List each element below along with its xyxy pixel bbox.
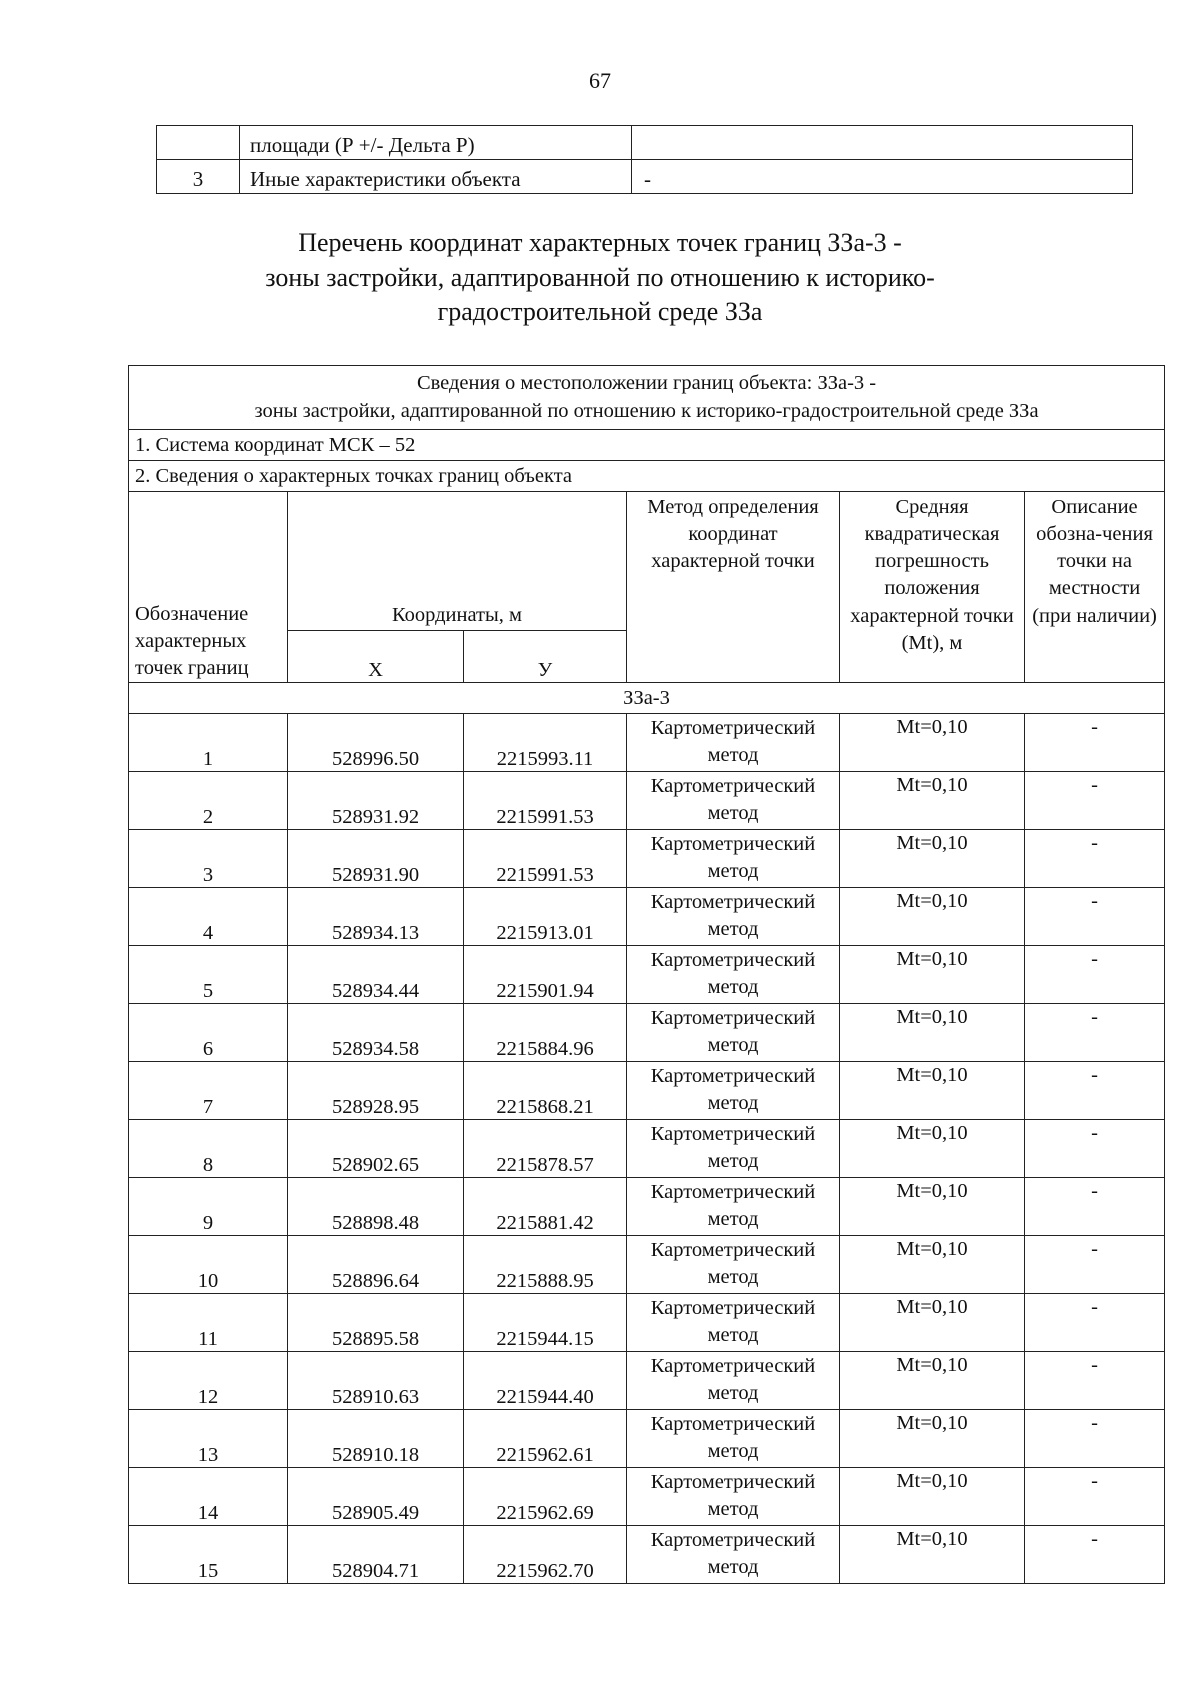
coord-x: 528996.50 xyxy=(288,714,464,772)
method-cell: Картометрический метод xyxy=(627,1062,840,1120)
characteristic-value: - xyxy=(632,160,1133,194)
table-row xyxy=(157,160,1133,194)
coord-x: 528905.49 xyxy=(288,1468,464,1526)
point-number: 2 xyxy=(129,772,288,830)
title-line: зоны застройки, адаптированной по отношению к историко- xyxy=(265,262,935,292)
point-number: 15 xyxy=(129,1526,288,1584)
coord-y: 2215868.21 xyxy=(464,1062,627,1120)
point-number: 3 xyxy=(129,830,288,888)
coordinates-rows xyxy=(129,714,1165,1584)
table-row xyxy=(129,1004,1165,1062)
points-info: 2. Сведения о характерных точках границ объекта xyxy=(129,461,1165,492)
coord-x: 528910.63 xyxy=(288,1352,464,1410)
point-number: 5 xyxy=(129,946,288,1004)
coord-x: 528895.58 xyxy=(288,1294,464,1352)
method-cell: Картометрический метод xyxy=(627,1120,840,1178)
method-cell: Картометрический метод xyxy=(627,888,840,946)
method-cell: Картометрический метод xyxy=(627,1410,840,1468)
method-cell: Картометрический метод xyxy=(627,1352,840,1410)
error-cell: Mt=0,10 xyxy=(840,1526,1025,1584)
coord-y: 2215962.61 xyxy=(464,1410,627,1468)
coord-y: 2215913.01 xyxy=(464,888,627,946)
error-cell: Mt=0,10 xyxy=(840,1410,1025,1468)
characteristic-name: Иные характеристики объекта xyxy=(240,160,632,194)
error-cell: Mt=0,10 xyxy=(840,888,1025,946)
description-cell: - xyxy=(1025,772,1165,830)
coord-x: 528931.90 xyxy=(288,830,464,888)
coord-x: 528934.58 xyxy=(288,1004,464,1062)
coord-x: 528934.44 xyxy=(288,946,464,1004)
description-cell: - xyxy=(1025,1410,1165,1468)
coord-y: 2215888.95 xyxy=(464,1236,627,1294)
coord-y: 2215901.94 xyxy=(464,946,627,1004)
point-number: 7 xyxy=(129,1062,288,1120)
coord-x: 528928.95 xyxy=(288,1062,464,1120)
point-number: 12 xyxy=(129,1352,288,1410)
description-cell: - xyxy=(1025,1236,1165,1294)
table-row xyxy=(129,830,1165,888)
description-header: Описание обозна-чения точки на местности (при наличии) xyxy=(1025,492,1165,683)
document-title xyxy=(0,226,1200,330)
table-row xyxy=(129,1120,1165,1178)
coord-x: 528910.18 xyxy=(288,1410,464,1468)
method-cell: Картометрический метод xyxy=(627,714,840,772)
description-cell: - xyxy=(1025,946,1165,1004)
point-number: 10 xyxy=(129,1236,288,1294)
coord-y: 2215991.53 xyxy=(464,830,627,888)
coord-x: 528904.71 xyxy=(288,1526,464,1584)
coord-x: 528902.65 xyxy=(288,1120,464,1178)
point-number: 4 xyxy=(129,888,288,946)
method-cell: Картометрический метод xyxy=(627,830,840,888)
coordinate-system: 1. Система координат МСК – 52 xyxy=(129,430,1165,461)
error-cell: Mt=0,10 xyxy=(840,1178,1025,1236)
method-header: Метод определения координат характерной точки xyxy=(627,492,840,683)
description-cell: - xyxy=(1025,1120,1165,1178)
description-cell: - xyxy=(1025,1468,1165,1526)
table-row xyxy=(129,1178,1165,1236)
table-row xyxy=(129,946,1165,1004)
error-header: Средняя квадратическая погрешность положения характерной точки (Mt), м xyxy=(840,492,1025,683)
method-cell: Картометрический метод xyxy=(627,1294,840,1352)
caption-line: зоны застройки, адаптированной по отношению к историко-градостроительной среде ЗЗа xyxy=(254,399,1039,422)
method-cell: Картометрический метод xyxy=(627,1236,840,1294)
method-cell: Картометрический метод xyxy=(627,772,840,830)
error-cell: Mt=0,10 xyxy=(840,1062,1025,1120)
coord-x: 528934.13 xyxy=(288,888,464,946)
caption-line: Сведения о местоположении границ объекта: ЗЗа-3 - xyxy=(416,372,877,394)
table-row xyxy=(129,888,1165,946)
row-number xyxy=(157,126,240,160)
page-number: 67 xyxy=(589,68,611,93)
point-number: 6 xyxy=(129,1004,288,1062)
designation-header: Обозначение характерных точек границ xyxy=(129,492,288,683)
row-number: 3 xyxy=(157,160,240,194)
point-number: 9 xyxy=(129,1178,288,1236)
table-row xyxy=(129,1410,1165,1468)
table-row xyxy=(129,714,1165,772)
error-cell: Mt=0,10 xyxy=(840,946,1025,1004)
point-number: 13 xyxy=(129,1410,288,1468)
point-number: 8 xyxy=(129,1120,288,1178)
method-cell: Картометрический метод xyxy=(627,1178,840,1236)
error-cell: Mt=0,10 xyxy=(840,772,1025,830)
coord-x: 528896.64 xyxy=(288,1236,464,1294)
point-number: 1 xyxy=(129,714,288,772)
table-info-row xyxy=(129,461,1165,492)
title-line: Перечень координат характерных точек границ ЗЗа-3 - xyxy=(298,228,902,257)
coord-y: 2215878.57 xyxy=(464,1120,627,1178)
column-header-row xyxy=(129,492,1165,631)
table-header-row xyxy=(129,366,1165,430)
table-row xyxy=(129,1294,1165,1352)
description-cell: - xyxy=(1025,830,1165,888)
description-cell: - xyxy=(1025,1294,1165,1352)
description-cell: - xyxy=(1025,1526,1165,1584)
coord-y: 2215944.40 xyxy=(464,1352,627,1410)
table-row xyxy=(129,1062,1165,1120)
description-cell: - xyxy=(1025,1062,1165,1120)
error-cell: Mt=0,10 xyxy=(840,1468,1025,1526)
zone-row xyxy=(129,683,1165,714)
error-cell: Mt=0,10 xyxy=(840,830,1025,888)
coord-y: 2215884.96 xyxy=(464,1004,627,1062)
x-header: X xyxy=(288,631,464,683)
coord-x: 528931.92 xyxy=(288,772,464,830)
y-header: У xyxy=(464,631,627,683)
method-cell: Картометрический метод xyxy=(627,1004,840,1062)
table-info-row xyxy=(129,430,1165,461)
error-cell: Mt=0,10 xyxy=(840,1120,1025,1178)
table-row xyxy=(129,1468,1165,1526)
method-cell: Картометрический метод xyxy=(627,1468,840,1526)
coord-x: 528898.48 xyxy=(288,1178,464,1236)
characteristic-name: площади (Р +/- Дельта Р) xyxy=(240,126,632,160)
table-caption xyxy=(129,366,1165,430)
error-cell: Mt=0,10 xyxy=(840,1352,1025,1410)
zone-label: ЗЗа-3 xyxy=(129,683,1165,714)
description-cell: - xyxy=(1025,888,1165,946)
description-cell: - xyxy=(1025,1178,1165,1236)
error-cell: Mt=0,10 xyxy=(840,1004,1025,1062)
table-row xyxy=(129,1352,1165,1410)
characteristic-value xyxy=(632,126,1133,160)
coord-y: 2215993.11 xyxy=(464,714,627,772)
coord-y: 2215991.53 xyxy=(464,772,627,830)
description-cell: - xyxy=(1025,714,1165,772)
point-number: 14 xyxy=(129,1468,288,1526)
error-cell: Mt=0,10 xyxy=(840,1236,1025,1294)
description-cell: - xyxy=(1025,1352,1165,1410)
table-row xyxy=(129,1526,1165,1584)
method-cell: Картометрический метод xyxy=(627,1526,840,1584)
description-cell: - xyxy=(1025,1004,1165,1062)
method-cell: Картометрический метод xyxy=(627,946,840,1004)
title-line: градостроительной среде ЗЗа xyxy=(437,297,763,327)
table-row xyxy=(129,1236,1165,1294)
table-row xyxy=(157,126,1133,160)
coordinates-header: Координаты, м xyxy=(288,492,627,631)
coord-y: 2215881.42 xyxy=(464,1178,627,1236)
characteristics-table xyxy=(156,125,1133,194)
coordinates-table xyxy=(128,365,1165,1584)
coord-y: 2215944.15 xyxy=(464,1294,627,1352)
coord-y: 2215962.69 xyxy=(464,1468,627,1526)
error-cell: Mt=0,10 xyxy=(840,1294,1025,1352)
error-cell: Mt=0,10 xyxy=(840,714,1025,772)
table-row xyxy=(129,772,1165,830)
coord-y: 2215962.70 xyxy=(464,1526,627,1584)
point-number: 11 xyxy=(129,1294,288,1352)
